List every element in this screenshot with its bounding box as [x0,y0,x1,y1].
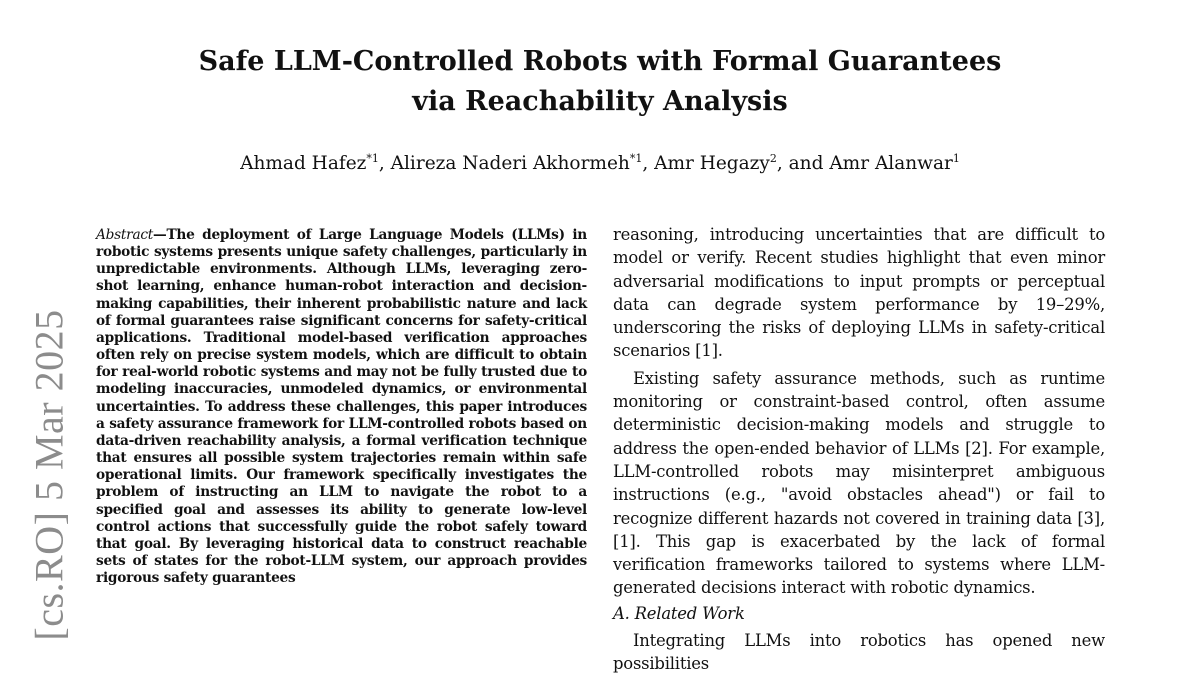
author-affiliation-mark: *1 [366,152,379,165]
author-name: Amr Hegazy [654,153,770,174]
subsection-heading: A. Related Work [613,603,745,623]
author-separator: , [642,153,655,174]
abstract-text: The deployment of Large Language Models (LLMs) in robotic systems presents unique safety challenges, particularly in unpredictable environments. Although LLMs, leveraging zero-shot learning, enhance human-robot interaction and decision-making capabilities, their inherent probabilistic nature and lack of formal guarantees raise significant concerns for safety-critical applications. Traditional model-based verification approaches often rely on precise system models, which are difficult to obtain for real-world robotic systems and may not be fully trusted due to modeling inaccuracies, unmodeled dynamics, or environmental uncertainties. To address these challenges, this paper introduces a safety assurance framework for LLM-controlled robots based on data-driven reachability analysis, a formal verification technique that ensures all possible system trajectories remain within safe operational limits. Our framework specifically investigates the problem of instructing an LLM to navigate the robot to a specified goal and assesses its ability to generate low-level control actions that successfully guide the robot safely toward that goal. By leveraging historical data to construct reachable sets of states for the robot-LLM system, our approach provides rigorous safety guarantees [96,227,587,587]
related-work-paragraph: Integrating LLMs into robotics has opened new possibilities [613,631,1105,674]
author-affiliation-mark: 1 [952,152,960,165]
author-separator: , and [776,153,830,174]
author-name: Alireza Naderi Akhormeh [390,153,630,174]
abstract-dash: — [153,227,167,243]
arxiv-stamp: [cs.RO] 5 Mar 2025 [26,309,72,641]
abstract [96,227,587,587]
right-column [613,223,1105,676]
author-affiliation-mark: *1 [629,152,643,165]
author-name: Amr Alanwar [829,153,953,174]
author-list [0,151,1200,177]
author-name: Ahmad Hafez [240,153,367,174]
abstract-label: Abstract [96,227,154,243]
paper-title-line-1: Safe LLM-Controlled Robots with Formal Guarantees [198,46,1002,77]
intro-paragraph-2: Existing safety assurance methods, such as runtime monitoring or constraint-based control, often assume deterministic decision-making models and struggle to address the open-ended behavior of LLMs [2]. For example, LLM-controlled robots may misinterpret ambiguous instructions (e.g., "avoid obstacles ahead") or fail to recognize different hazards not covered in training data [3], [1]. This gap is exacerbated by the lack of formal verification frameworks tailored to systems where LLM-generated decisions interact with robotic dynamics. [613,368,1105,598]
author-affiliation-mark: 2 [769,152,777,165]
intro-paragraph-1: reasoning, introducing uncertainties that are difficult to model or verify. Recent studies highlight that even minor adversarial modifications to input prompts or perceptual data can degrade system performance by 19–29%, underscoring the risks of deploying LLMs in safety-critical scenarios [1]. [613,225,1105,361]
paper-title [0,42,1200,122]
author-separator: , [378,153,391,174]
paper-title-line-2: via Reachability Analysis [412,86,788,117]
